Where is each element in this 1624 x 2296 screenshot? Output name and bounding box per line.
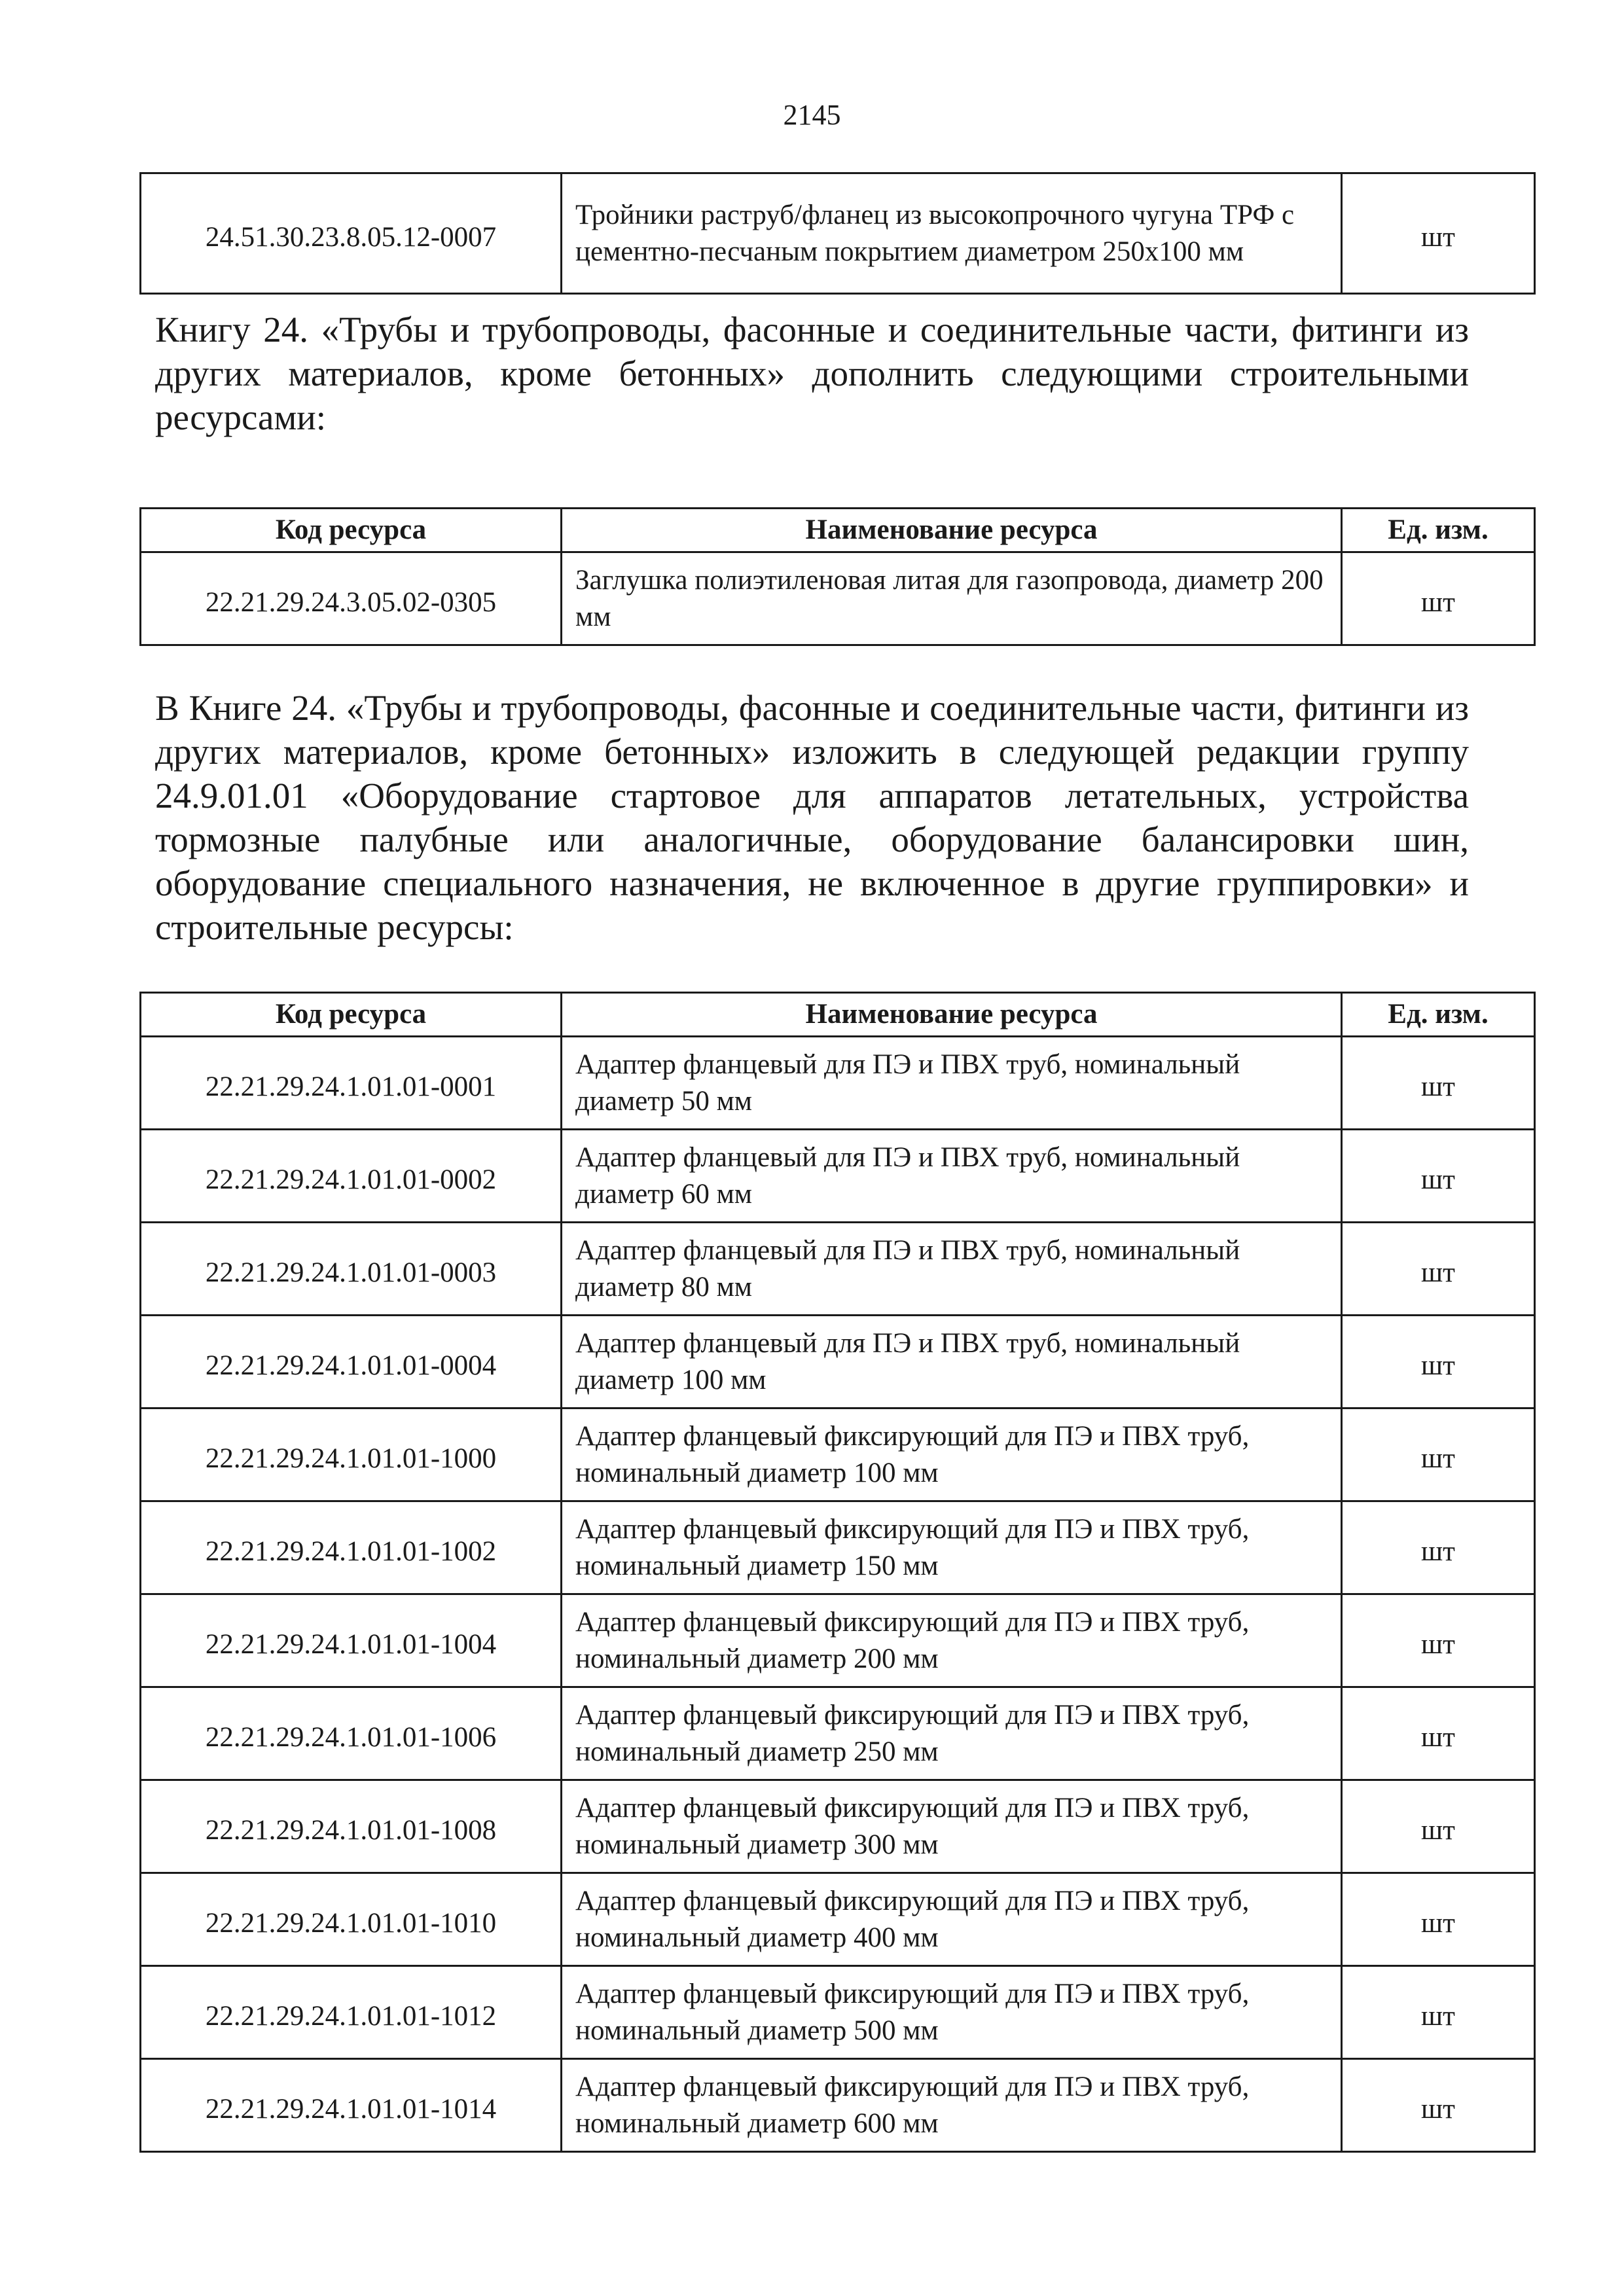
resource-unit: шт	[1342, 1501, 1535, 1594]
resource-unit: шт	[1342, 1408, 1535, 1501]
resource-name: Адаптер фланцевый фиксирующий для ПЭ и ПВХ труб, номинальный диаметр 300 мм	[562, 1780, 1342, 1873]
resource-code: 22.21.29.24.1.01.01-1002	[141, 1501, 562, 1594]
resource-code: 22.21.29.24.1.01.01-1010	[141, 1873, 562, 1966]
paragraph-book-24-addition: Книгу 24. «Трубы и трубопроводы, фасонные и соединительные части, фитинги из других материалов, кроме бетонных» дополнить следующими строительными ресурсами:	[155, 310, 1469, 437]
resource-name: Тройники раструб/фланец из высокопрочного чугуна ТРФ с цементно-песчаным покрытием диаметром 250x100 мм	[562, 173, 1342, 294]
table-row	[141, 1780, 1535, 1873]
resource-unit: шт	[1342, 2059, 1535, 2152]
resource-unit: шт	[1342, 1780, 1535, 1873]
table-row	[141, 1316, 1535, 1408]
resource-name: Адаптер фланцевый фиксирующий для ПЭ и ПВХ труб, номинальный диаметр 400 мм	[562, 1873, 1342, 1966]
resource-unit: шт	[1342, 1594, 1535, 1687]
resource-name: Адаптер фланцевый для ПЭ и ПВХ труб, номинальный диаметр 100 мм	[562, 1316, 1342, 1408]
table-row	[141, 1130, 1535, 1223]
resource-table-group	[139, 992, 1536, 2153]
table-row	[141, 2059, 1535, 2152]
resource-code: 22.21.29.24.1.01.01-0004	[141, 1316, 562, 1408]
resource-code: 22.21.29.24.1.01.01-1006	[141, 1687, 562, 1780]
resource-name: Адаптер фланцевый для ПЭ и ПВХ труб, номинальный диаметр 50 мм	[562, 1037, 1342, 1130]
header-code: Код ресурса	[141, 509, 562, 552]
header-unit: Ед. изм.	[1342, 993, 1535, 1037]
paragraph-book-24-group-revision: В Книге 24. «Трубы и трубопроводы, фасонные и соединительные части, фитинги из других материалов, кроме бетонных» изложить в следующей редакции группу 24.9.01.01 «Оборудование стартовое для аппаратов летательных, устройства тормозные палубные или аналогичные, оборудование балансировки шин, оборудование специального назначения, не включенное в другие группировки» и строительные ресурсы:	[155, 688, 1469, 947]
resource-code: 24.51.30.23.8.05.12-0007	[141, 173, 562, 294]
table-row	[141, 1687, 1535, 1780]
resource-unit: шт	[1342, 1130, 1535, 1223]
table-row	[141, 552, 1535, 645]
resource-name: Адаптер фланцевый для ПЭ и ПВХ труб, номинальный диаметр 80 мм	[562, 1223, 1342, 1316]
resource-code: 22.21.29.24.1.01.01-0001	[141, 1037, 562, 1130]
table-row	[141, 1037, 1535, 1130]
resource-code: 22.21.29.24.3.05.02-0305	[141, 552, 562, 645]
resource-code: 22.21.29.24.1.01.01-0003	[141, 1223, 562, 1316]
header-name: Наименование ресурса	[562, 509, 1342, 552]
page-number: 2145	[783, 99, 841, 131]
table-header-row	[141, 993, 1535, 1037]
resource-unit: шт	[1342, 1223, 1535, 1316]
resource-name: Заглушка полиэтиленовая литая для газопровода, диаметр 200 мм	[562, 552, 1342, 645]
resource-code: 22.21.29.24.1.01.01-0002	[141, 1130, 562, 1223]
resource-code: 22.21.29.24.1.01.01-1000	[141, 1408, 562, 1501]
resource-name: Адаптер фланцевый для ПЭ и ПВХ труб, номинальный диаметр 60 мм	[562, 1130, 1342, 1223]
resource-name: Адаптер фланцевый фиксирующий для ПЭ и ПВХ труб, номинальный диаметр 200 мм	[562, 1594, 1342, 1687]
resource-code: 22.21.29.24.1.01.01-1004	[141, 1594, 562, 1687]
resource-code: 22.21.29.24.1.01.01-1012	[141, 1966, 562, 2059]
header-unit: Ед. изм.	[1342, 509, 1535, 552]
resource-code: 22.21.29.24.1.01.01-1014	[141, 2059, 562, 2152]
table-header-row	[141, 509, 1535, 552]
table-row	[141, 1408, 1535, 1501]
resource-unit: шт	[1342, 1037, 1535, 1130]
resource-unit: шт	[1342, 1966, 1535, 2059]
resource-unit: шт	[1342, 1873, 1535, 1966]
resource-table-addition	[139, 507, 1536, 646]
table-row	[141, 1966, 1535, 2059]
table-row	[141, 1594, 1535, 1687]
resource-unit: шт	[1342, 173, 1535, 294]
header-name: Наименование ресурса	[562, 993, 1342, 1037]
resource-unit: шт	[1342, 1316, 1535, 1408]
table-row	[141, 1873, 1535, 1966]
resource-unit: шт	[1342, 1687, 1535, 1780]
resource-name: Адаптер фланцевый фиксирующий для ПЭ и ПВХ труб, номинальный диаметр 100 мм	[562, 1408, 1342, 1501]
table-row	[141, 173, 1535, 294]
resource-code: 22.21.29.24.1.01.01-1008	[141, 1780, 562, 1873]
table-row	[141, 1501, 1535, 1594]
resource-table-continuation	[139, 172, 1536, 295]
resource-name: Адаптер фланцевый фиксирующий для ПЭ и ПВХ труб, номинальный диаметр 500 мм	[562, 1966, 1342, 2059]
table-row	[141, 1223, 1535, 1316]
header-code: Код ресурса	[141, 993, 562, 1037]
resource-name: Адаптер фланцевый фиксирующий для ПЭ и ПВХ труб, номинальный диаметр 250 мм	[562, 1687, 1342, 1780]
resource-name: Адаптер фланцевый фиксирующий для ПЭ и ПВХ труб, номинальный диаметр 150 мм	[562, 1501, 1342, 1594]
resource-name: Адаптер фланцевый фиксирующий для ПЭ и ПВХ труб, номинальный диаметр 600 мм	[562, 2059, 1342, 2152]
resource-unit: шт	[1342, 552, 1535, 645]
